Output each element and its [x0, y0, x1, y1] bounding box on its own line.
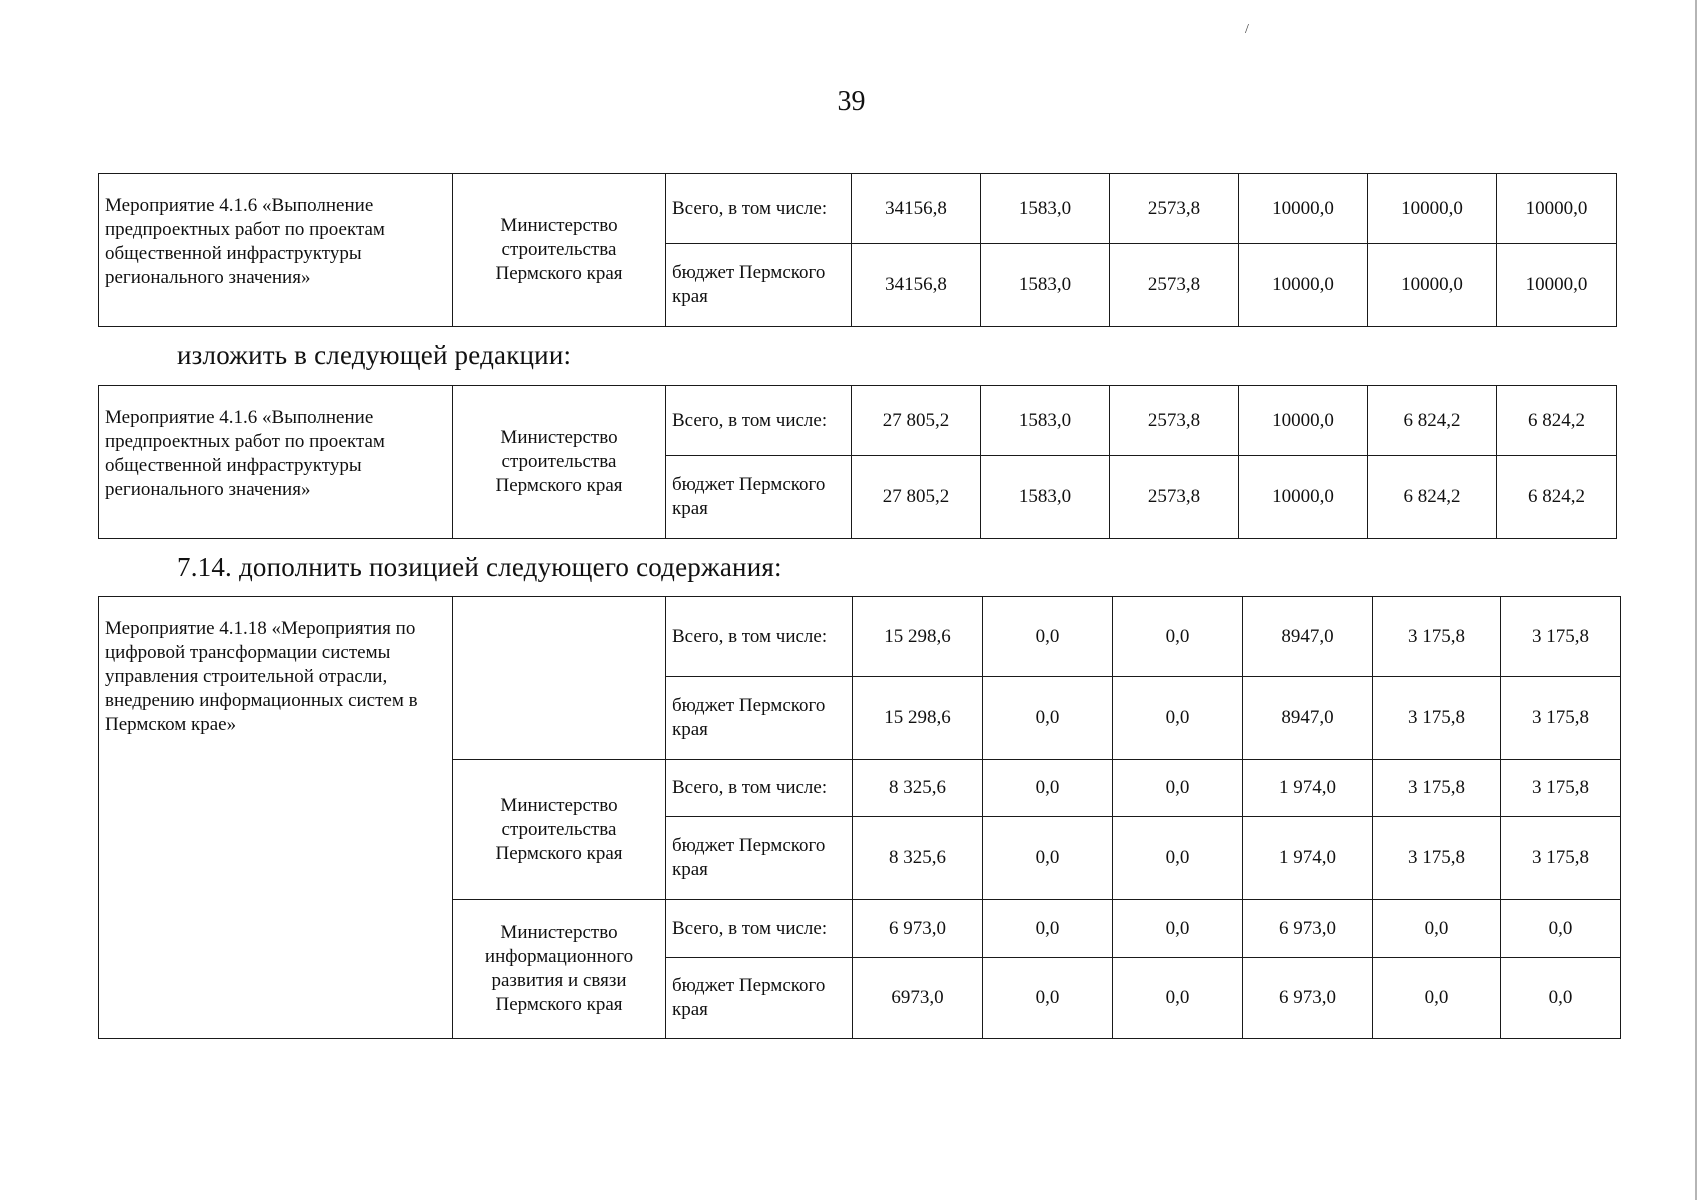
value-cell: 10000,0 [1239, 456, 1368, 539]
value-cell: 6 824,2 [1368, 386, 1497, 456]
measure-name-cell: Мероприятие 4.1.18 «Мероприятия по цифровой трансформации системы управления строительной отрасли, внедрению информационных систем в Пермском крае» [99, 597, 453, 1039]
value-cell: 3 175,8 [1373, 817, 1501, 900]
funding-kind-cell: бюджет Пермского края [666, 244, 852, 327]
funding-kind-cell: Всего, в том числе: [666, 597, 853, 677]
value-cell: 15 298,6 [853, 677, 983, 760]
table-revised-measure-4-1-6 [98, 385, 1617, 539]
scan-mark: / [1245, 22, 1249, 37]
value-cell: 27 805,2 [852, 456, 981, 539]
value-cell: 0,0 [1501, 900, 1621, 958]
value-cell: 6 824,2 [1368, 456, 1497, 539]
organization-cell: Министерство строительства Пермского края [453, 386, 666, 539]
value-cell: 2573,8 [1110, 456, 1239, 539]
value-cell: 10000,0 [1497, 174, 1617, 244]
value-cell: 0,0 [1501, 958, 1621, 1039]
funding-kind-cell: Всего, в том числе: [666, 760, 853, 817]
funding-kind-cell: бюджет Пермского края [666, 677, 853, 760]
value-cell: 0,0 [983, 958, 1113, 1039]
value-cell: 6 824,2 [1497, 456, 1617, 539]
value-cell: 10000,0 [1497, 244, 1617, 327]
funding-kind-cell: Всего, в том числе: [666, 386, 852, 456]
funding-kind-cell: Всего, в том числе: [666, 900, 853, 958]
value-cell: 3 175,8 [1501, 597, 1621, 677]
value-cell: 10000,0 [1239, 174, 1368, 244]
scan-edge-line [1695, 0, 1697, 1200]
value-cell: 8947,0 [1243, 677, 1373, 760]
value-cell: 6 824,2 [1497, 386, 1617, 456]
funding-kind-cell: Всего, в том числе: [666, 174, 852, 244]
measure-name-cell: Мероприятие 4.1.6 «Выполнение предпроектных работ по проектам общественной инфраструктуры регионального значения» [99, 174, 453, 327]
value-cell: 27 805,2 [852, 386, 981, 456]
measure-name-cell: Мероприятие 4.1.6 «Выполнение предпроектных работ по проектам общественной инфраструктуры регионального значения» [99, 386, 453, 539]
value-cell: 8 325,6 [853, 760, 983, 817]
table-new-measure-4-1-18 [98, 596, 1621, 1039]
value-cell: 2573,8 [1110, 174, 1239, 244]
instruction-heading: 7.14. дополнить позицией следующего содержания: [177, 552, 782, 582]
value-cell: 8947,0 [1243, 597, 1373, 677]
value-cell: 0,0 [983, 677, 1113, 760]
value-cell: 0,0 [983, 760, 1113, 817]
value-cell: 0,0 [1113, 900, 1243, 958]
value-cell: 1583,0 [981, 386, 1110, 456]
value-cell: 0,0 [1113, 597, 1243, 677]
value-cell: 6 973,0 [1243, 900, 1373, 958]
value-cell: 10000,0 [1368, 174, 1497, 244]
instruction-heading: изложить в следующей редакции: [177, 340, 572, 370]
value-cell: 1583,0 [981, 244, 1110, 327]
value-cell: 34156,8 [852, 174, 981, 244]
value-cell: 1 974,0 [1243, 760, 1373, 817]
organization-cell [453, 597, 666, 760]
page-number: 39 [837, 86, 866, 117]
value-cell: 3 175,8 [1373, 677, 1501, 760]
value-cell: 6 973,0 [853, 900, 983, 958]
value-cell: 15 298,6 [853, 597, 983, 677]
value-cell: 1583,0 [981, 174, 1110, 244]
value-cell: 34156,8 [852, 244, 981, 327]
value-cell: 6 973,0 [1243, 958, 1373, 1039]
value-cell: 1583,0 [981, 456, 1110, 539]
value-cell: 0,0 [1113, 958, 1243, 1039]
value-cell: 0,0 [983, 900, 1113, 958]
value-cell: 8 325,6 [853, 817, 983, 900]
value-cell: 0,0 [1113, 817, 1243, 900]
value-cell: 0,0 [1373, 900, 1501, 958]
value-cell: 3 175,8 [1373, 597, 1501, 677]
table-row [99, 386, 1617, 456]
value-cell: 0,0 [1113, 760, 1243, 817]
value-cell: 10000,0 [1239, 244, 1368, 327]
value-cell: 3 175,8 [1501, 760, 1621, 817]
funding-kind-cell: бюджет Пермского края [666, 958, 853, 1039]
value-cell: 2573,8 [1110, 244, 1239, 327]
value-cell: 0,0 [1113, 677, 1243, 760]
value-cell: 6973,0 [853, 958, 983, 1039]
funding-kind-cell: бюджет Пермского края [666, 456, 852, 539]
value-cell: 2573,8 [1110, 386, 1239, 456]
organization-cell: Министерство строительства Пермского края [453, 174, 666, 327]
organization-cell: Министерство строительства Пермского края [453, 760, 666, 900]
value-cell: 0,0 [983, 817, 1113, 900]
value-cell: 0,0 [983, 597, 1113, 677]
funding-kind-cell: бюджет Пермского края [666, 817, 853, 900]
value-cell: 10000,0 [1368, 244, 1497, 327]
value-cell: 0,0 [1373, 958, 1501, 1039]
organization-cell: Министерство информационного развития и связи Пермского края [453, 900, 666, 1039]
value-cell: 3 175,8 [1373, 760, 1501, 817]
value-cell: 10000,0 [1239, 386, 1368, 456]
value-cell: 3 175,8 [1501, 817, 1621, 900]
table-original-measure-4-1-6 [98, 173, 1617, 327]
table-row [99, 174, 1617, 244]
value-cell: 3 175,8 [1501, 677, 1621, 760]
value-cell: 1 974,0 [1243, 817, 1373, 900]
table-row [99, 597, 1621, 677]
